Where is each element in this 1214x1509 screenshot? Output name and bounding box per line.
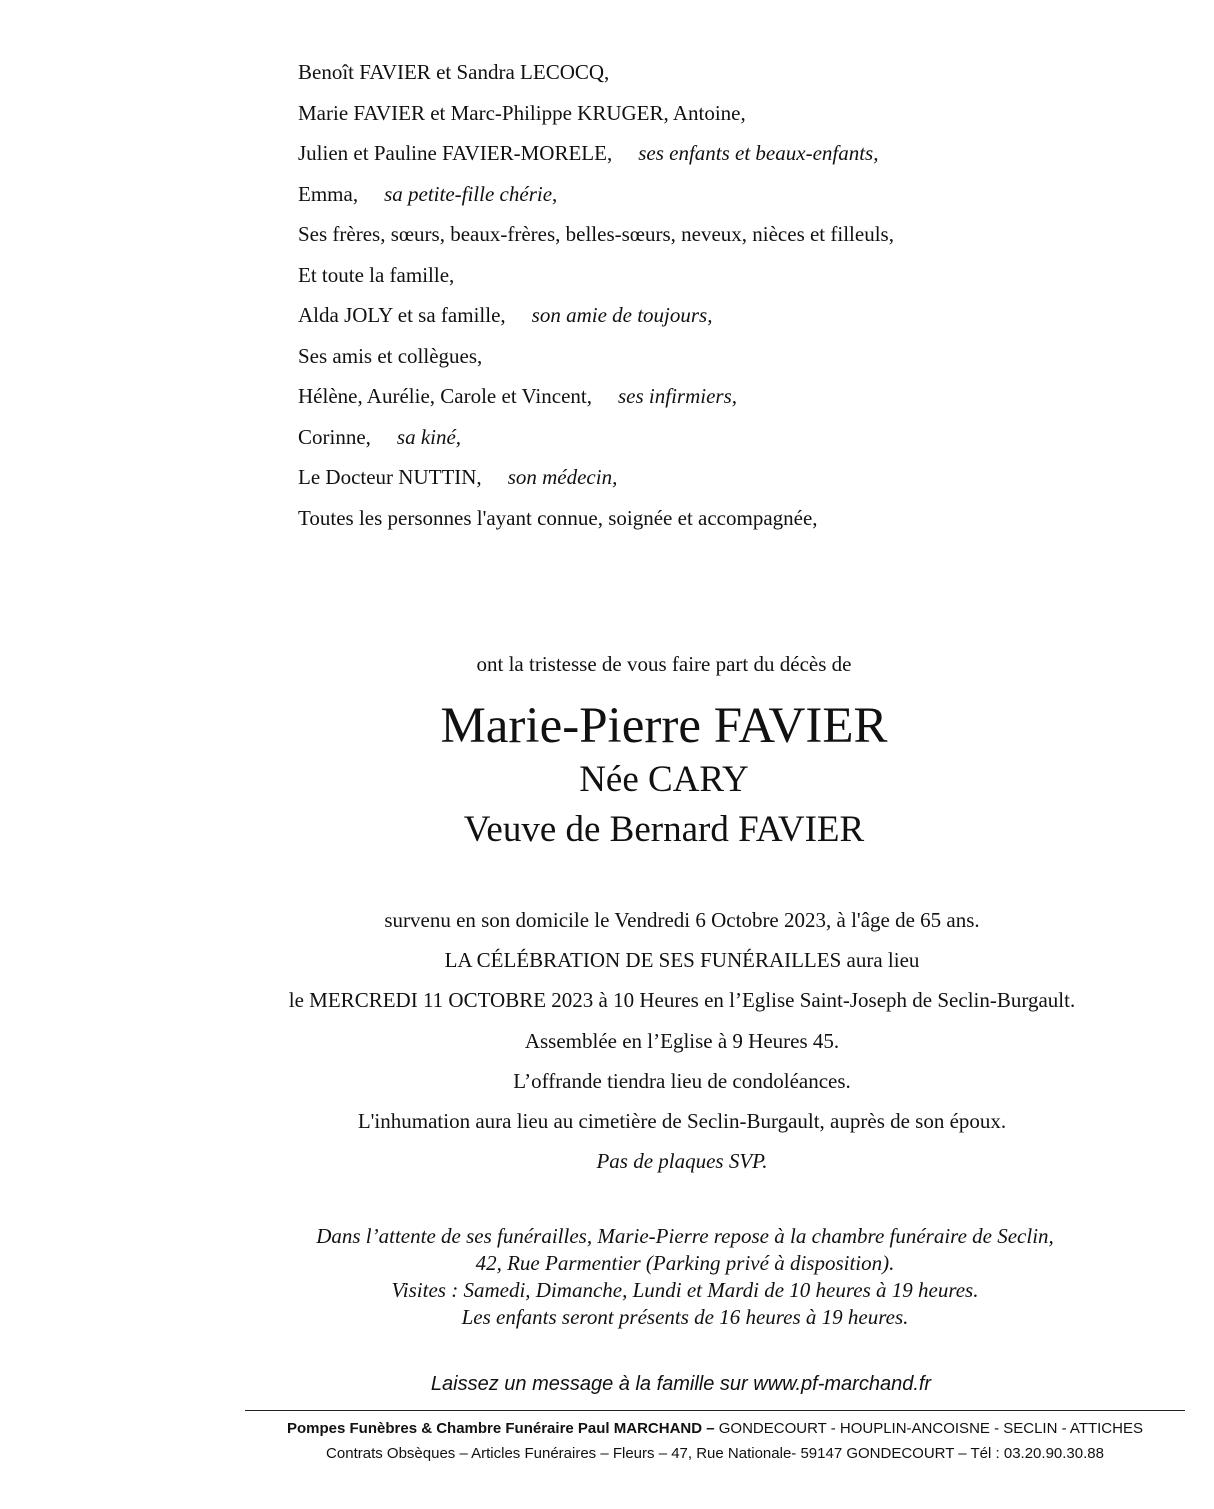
family-names: Alda JOLY et sa famille, [298,303,506,327]
family-line [298,133,1158,174]
family-names: Corinne, [298,424,371,449]
family-role: ses infirmiers, [618,384,738,408]
burial-text: L'inhumation aura lieu au cimetière de Seclin-Burgault, auprès de son époux. [357,1109,1007,1134]
family-line [298,336,1158,377]
burial-line [0,1101,1214,1141]
celebration-line [0,940,1214,980]
family-line [298,214,1158,255]
visit-line [0,1277,1214,1304]
family-names: Toutes les personnes l'ayant connue, soignée et accompagnée, [298,505,818,530]
family-line [298,93,1158,134]
deceased-name-text: Marie-Pierre FAVIER [440,698,888,754]
family-names: Ses amis et collègues, [298,343,483,368]
celebration-text: LA CÉLÉBRATION DE SES FUNÉRAILLES aura lieu [444,948,920,973]
visit-line [0,1223,1214,1250]
family-names: Hélène, Aurélie, Carole et Vincent, [298,384,592,408]
footer-company-name: Pompes Funèbres & Chambre Funéraire Paul MARCHAND – [287,1420,715,1437]
footer-contact-text: Contrats Obsèques – Articles Funéraires – Fleurs – 47, Rue Nationale- 59147 GONDECOURT – Tél : 03.20.90.30.88 [326,1445,1104,1462]
family-line [298,174,1158,215]
deceased-birth-name-text: Née CARY [579,759,749,800]
family-line [298,498,1158,539]
footer-company-wrap [287,1420,1143,1437]
family-message-text: Laissez un message à la famille sur www.pf-marchand.fr [430,1373,932,1395]
visit-info [0,1223,1214,1331]
deceased-widow-of [0,806,1214,854]
family-names: Et toute la famille, [298,262,455,287]
visit-line-text: Dans l’attente de ses funérailles, Marie-Pierre repose à la chambre funéraire de Seclin, [316,1224,1054,1248]
family-line [298,255,1158,296]
family-role: sa kiné, [396,424,462,449]
family-names: Le Docteur NUTTIN, [298,465,482,489]
deceased-birth-name [0,756,1214,804]
family-line [298,457,1158,498]
family-role: son amie de toujours, [531,303,713,327]
family-line [298,295,1158,336]
date-place-line [0,980,1214,1020]
footer-line-contact [0,1441,1214,1466]
family-message-invite [0,1368,1214,1400]
family-line [298,376,1158,417]
offering-text: L’offrande tiendra lieu de condoléances. [513,1068,851,1093]
footer-divider [245,1410,1185,1411]
family-line [298,52,1158,93]
family-names: Marie FAVIER et Marc-Philippe KRUGER, Antoine, [298,100,746,125]
announcement-intro-text: ont la tristesse de vous faire part du décès de [476,652,852,676]
family-list [298,52,1158,538]
family-role: ses enfants et beaux-enfants, [638,141,879,165]
family-line [298,417,1158,458]
death-line [0,900,1214,940]
visit-line-text: Visites : Samedi, Dimanche, Lundi et Mardi de 10 heures à 19 heures. [391,1278,979,1302]
family-names: Ses frères, sœurs, beaux-frères, belles-sœurs, neveux, nièces et filleuls, [298,222,894,246]
announcement-intro [0,652,1214,677]
funeral-home-footer [0,1416,1214,1466]
assembly-line [0,1021,1214,1061]
funeral-details [0,900,1214,1181]
offering-line [0,1061,1214,1101]
footer-locations: GONDECOURT - HOUPLIN-ANCOISNE - SECLIN - ATTICHES [714,1420,1143,1437]
deceased-name [0,696,1214,756]
no-plaques-text: Pas de plaques SVP. [596,1149,768,1174]
date-place-text: le MERCREDI 11 OCTOBRE 2023 à 10 Heures en l’Eglise Saint-Joseph de Seclin-Burgault. [288,988,1076,1013]
death-text: survenu en son domicile le Vendredi 6 Octobre 2023, à l'âge de 65 ans. [384,908,980,932]
family-names: Benoît FAVIER et Sandra LECOCQ, [298,60,610,84]
visit-line [0,1250,1214,1277]
deceased-widow-of-text: Veuve de Bernard FAVIER [463,809,865,850]
assembly-text: Assemblée en l’Eglise à 9 Heures 45. [524,1028,840,1053]
footer-line-company [0,1416,1214,1441]
visit-line-text: 42, Rue Parmentier (Parking privé à disposition). [475,1251,895,1275]
no-plaques-line [0,1141,1214,1181]
visit-line-text: Les enfants seront présents de 16 heures à 19 heures. [461,1305,909,1329]
family-role: sa petite-fille chérie, [384,181,558,206]
family-names: Julien et Pauline FAVIER-MORELE, [298,141,613,165]
family-role: son médecin, [507,465,618,489]
visit-line [0,1304,1214,1331]
family-names: Emma, [298,181,359,206]
